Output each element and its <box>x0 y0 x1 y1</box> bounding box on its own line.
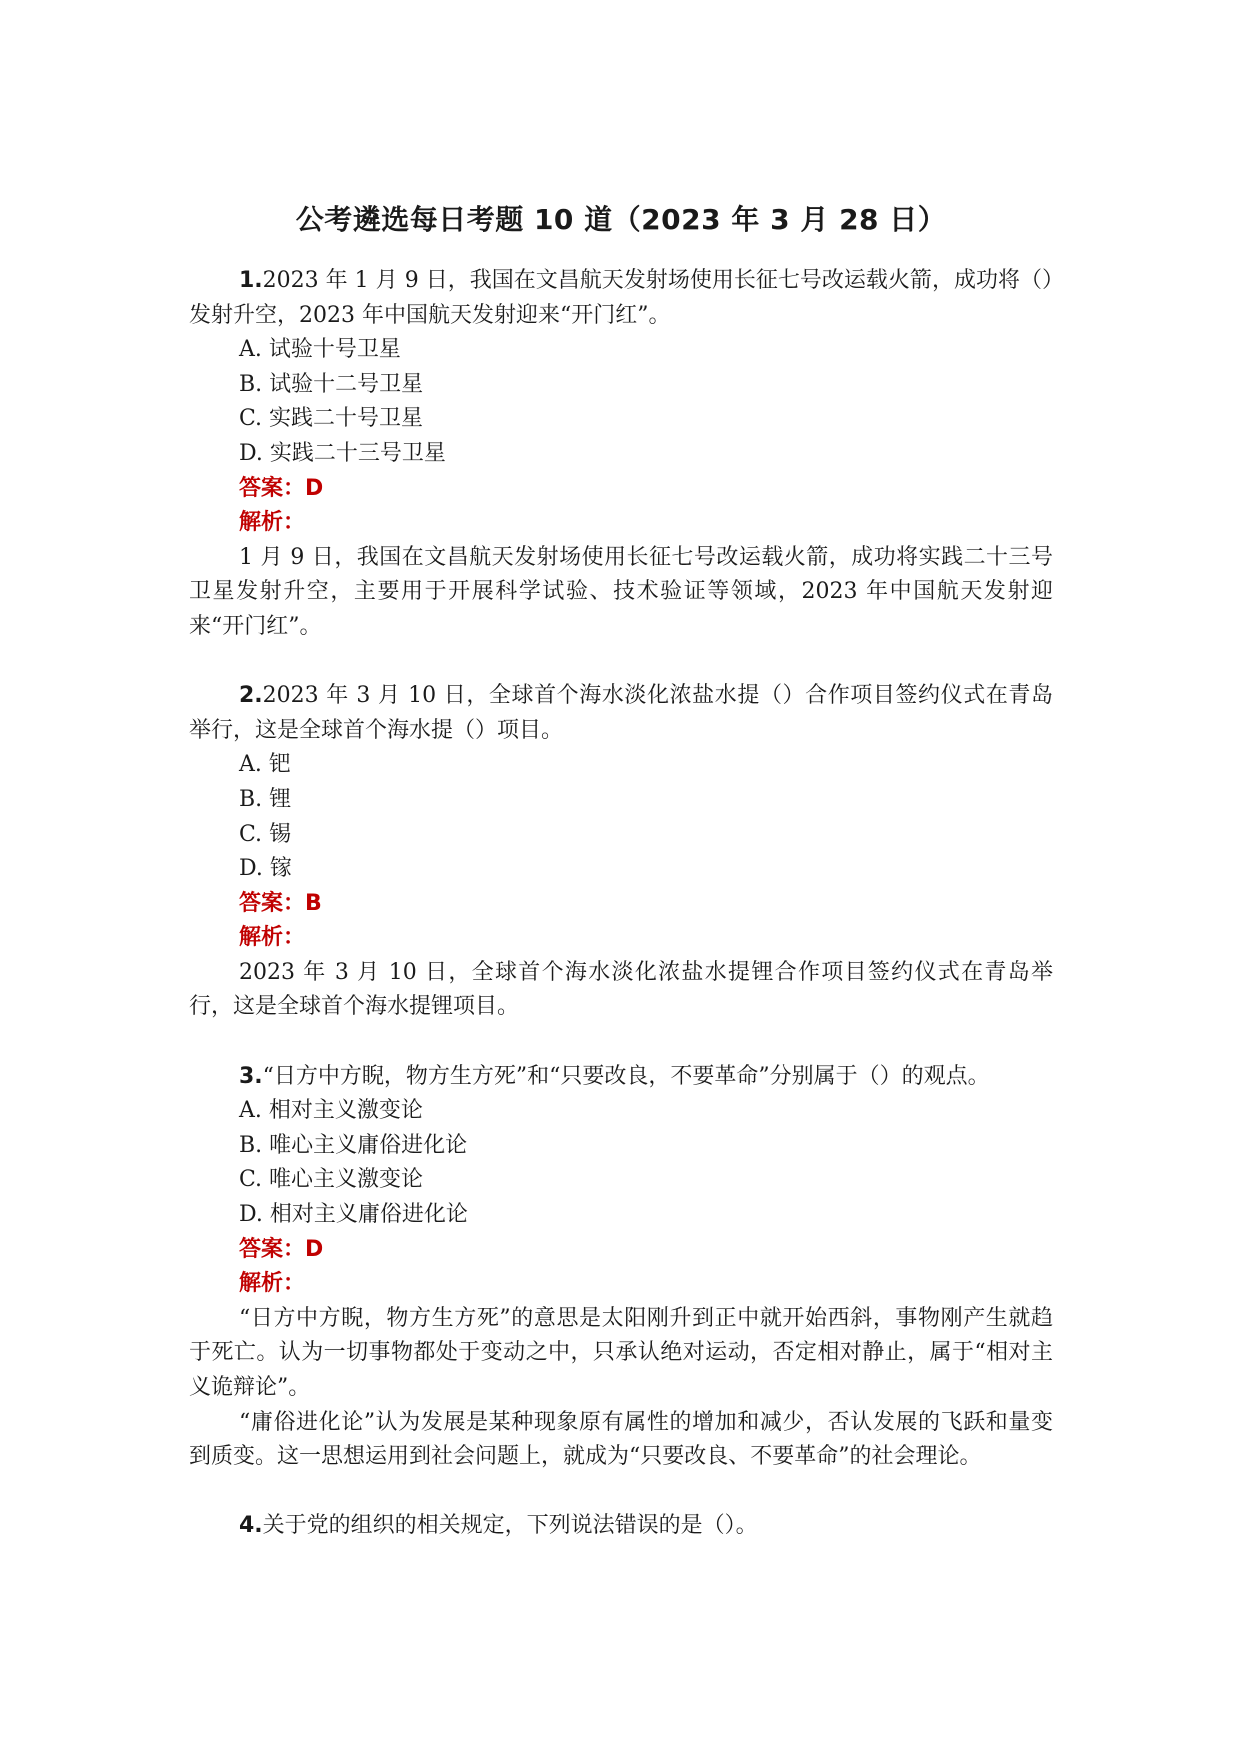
question-number: 4. <box>239 1513 263 1539</box>
answer-label: 答案：B <box>239 890 322 916</box>
option-c: C. 实践二十号卫星 <box>239 406 424 432</box>
question-2 <box>189 679 1053 1025</box>
analysis-label: 解析： <box>239 510 306 536</box>
option-c: C. 唯心主义激变论 <box>239 1167 424 1193</box>
option-b: B. 锂 <box>239 786 292 812</box>
question-text: 2023 年 1 月 9 日，我国在文昌航天发射场使用长征七号改运载火箭，成功将（）发射升空，2023 年中国航天发射迎来“开门红”。 <box>189 268 1053 328</box>
question-text: 关于党的组织的相关规定，下列说法错误的是（）。 <box>262 1513 758 1539</box>
option-d: D. 相对主义庸俗进化论 <box>239 1202 468 1228</box>
option-d: D. 实践二十三号卫星 <box>239 440 446 466</box>
answer-label: 答案：D <box>239 1236 324 1262</box>
question-4 <box>189 1509 1053 1544</box>
option-a: A. 试验十号卫星 <box>239 337 401 363</box>
question-stem <box>189 1509 1053 1544</box>
question-1 <box>189 264 1053 645</box>
analysis-paragraph: “庸俗进化论”认为发展是某种现象原有属性的增加和减少，否认发展的飞跃和量变到质变。这一思想运用到社会问题上，就成为“只要改良、不要革命”的社会理论。 <box>189 1409 1053 1470</box>
analysis-paragraph: 2023 年 3 月 10 日，全球首个海水淡化浓盐水提锂合作项目签约仪式在青岛举行，这是全球首个海水提锂项目。 <box>189 959 1053 1020</box>
option-b: B. 唯心主义庸俗进化论 <box>239 1132 468 1158</box>
analysis-label: 解析： <box>239 1271 306 1297</box>
analysis-paragraph: 1 月 9 日，我国在文昌航天发射场使用长征七号改运载火箭，成功将实践二十三号卫星发射升空，主要用于开展科学试验、技术验证等领域，2023 年中国航天发射迎来“开门红”。 <box>189 544 1053 639</box>
question-number: 2. <box>239 683 263 709</box>
question-stem <box>189 264 1053 333</box>
page-title: 公考遴选每日考题 10 道（2023 年 3 月 28 日） <box>295 203 947 236</box>
question-stem <box>189 1060 1053 1095</box>
question-text: 2023 年 3 月 10 日，全球首个海水淡化浓盐水提（）合作项目签约仪式在青岛举行，这是全球首个海水提（）项目。 <box>189 683 1053 743</box>
analysis-label: 解析： <box>239 925 306 951</box>
option-a: A. 钯 <box>239 752 291 778</box>
question-stem <box>189 679 1053 748</box>
analysis-paragraph: “日方中方睨，物方生方死”的意思是太阳刚升到正中就开始西斜，事物刚产生就趋于死亡。认为一切事物都处于变动之中，只承认绝对运动，否定相对静止，属于“相对主义诡辩论”。 <box>189 1305 1053 1400</box>
question-text: “日方中方睨，物方生方死”和“只要改良，不要革命”分别属于（）的观点。 <box>262 1063 990 1089</box>
option-d: D. 镓 <box>239 856 292 882</box>
question-number: 3. <box>239 1063 263 1089</box>
question-3 <box>189 1060 1053 1475</box>
question-number: 1. <box>239 268 263 293</box>
option-a: A. 相对主义激变论 <box>239 1098 423 1124</box>
answer-label: 答案：D <box>239 475 324 501</box>
option-c: C. 锡 <box>239 821 292 847</box>
option-b: B. 试验十二号卫星 <box>239 371 424 397</box>
question-list <box>189 264 1053 1579</box>
